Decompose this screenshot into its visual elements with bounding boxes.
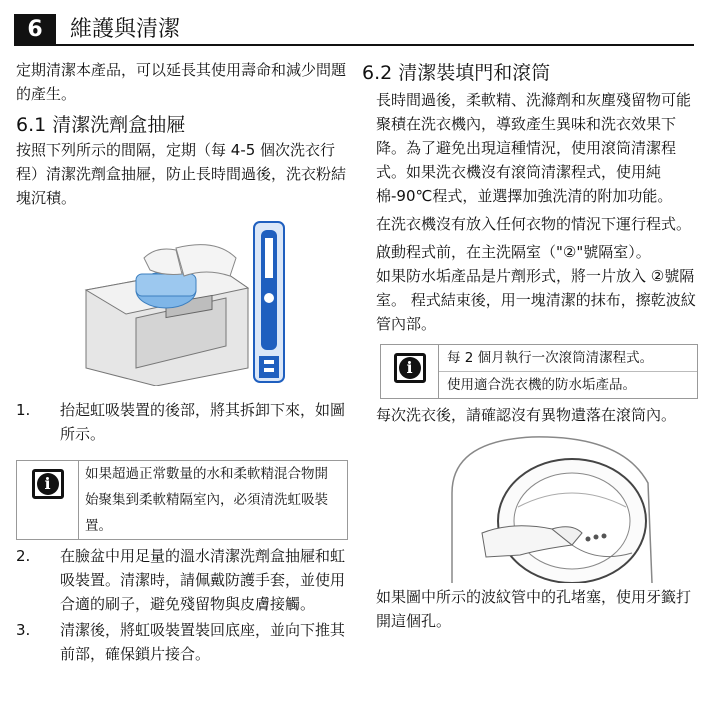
step-2 bbox=[16, 544, 348, 616]
step-number: 2. bbox=[16, 547, 31, 565]
detergent-drawer-illustration bbox=[16, 218, 348, 386]
note-icon-cell bbox=[17, 461, 79, 539]
heading-6-1: 6.1 清潔洗劑盒抽屜 bbox=[16, 114, 186, 136]
step-text: 清潔後，將虹吸裝置裝回底座，並向下推其前部，確保鎖片接合。 bbox=[60, 621, 346, 663]
step-text: 抬起虹吸裝置的後部，將其拆卸下來，如圖所示。 bbox=[60, 401, 346, 443]
drawer-drawing bbox=[16, 218, 348, 386]
note-row-2: 使用適合洗衣機的防水垢產品。 bbox=[447, 377, 636, 393]
drawer-paragraph: 按照下列所示的間隔，定期（每 4-5 個次洗衣行程）清潔洗劑盒抽屜，防止長時間過後，洗衣粉結塊沉積。 bbox=[16, 141, 347, 207]
section-title: 維護與清潔 bbox=[70, 17, 181, 42]
step-1 bbox=[16, 398, 348, 446]
right-column bbox=[362, 58, 702, 633]
note-icon-cell bbox=[381, 345, 439, 398]
info-icon: i bbox=[394, 353, 426, 383]
drum-paragraph-6: 如果圖中所示的波紋管中的孔堵塞，使用牙籤打開這個孔。 bbox=[376, 588, 692, 630]
note-text: 如果超過正常數量的水和柔軟精混合物開始聚集到柔軟精隔室內，必須清洗虹吸裝置。 bbox=[85, 466, 328, 534]
drum-paragraph-2: 在洗衣機沒有放入任何衣物的情況下運行程式。 bbox=[376, 215, 692, 233]
left-column bbox=[16, 58, 348, 666]
siphon-part bbox=[254, 222, 284, 382]
drum-paragraph-3: 啟動程式前，在主洗隔室（"②"號隔室）。 bbox=[376, 243, 651, 261]
heading-6-2: 6.2 清潔裝填門和滾筒 bbox=[362, 62, 551, 84]
step-text: 在臉盆中用足量的溫水清潔洗劑盒抽屜和虹吸裝置。清潔時，請佩戴防護手套，並使用合適的刷子，避免殘留物與皮膚接觸。 bbox=[60, 547, 346, 613]
drum-paragraph-5: 每次洗衣後，請確認沒有異物遺落在滾筒內。 bbox=[376, 406, 677, 424]
section-header bbox=[14, 14, 694, 46]
drum-paragraph-1: 長時間過後，柔軟精、洗滌劑和灰塵殘留物可能聚積在洗衣機內，導致產生異味和洗衣效果下降。為了避免出現這種情況，使用滾筒清潔程式。如果洗衣機沒有滾筒清潔程式，使用純棉-90℃程式，並選擇加強洗清的附加功能。 bbox=[376, 91, 692, 205]
step-number: 3. bbox=[16, 621, 31, 639]
info-icon: i bbox=[32, 469, 64, 499]
note-row-1: 每 2 個月執行一次滾筒清潔程式。 bbox=[439, 345, 697, 372]
drum-paragraph-4: 如果防水垢產品是片劑形式，將一片放入 ②號隔室。 程式結束後，用一塊清潔的抹布，擦乾波紋管內部。 bbox=[376, 267, 696, 333]
step-3 bbox=[16, 618, 348, 666]
drum-bellows-illustration bbox=[362, 433, 702, 583]
step-number: 1. bbox=[16, 401, 31, 419]
section-number: 6 bbox=[14, 14, 56, 46]
intro-paragraph: 定期清潔本產品，可以延長其使用壽命和減少問題的產生。 bbox=[16, 61, 347, 103]
note-box-left bbox=[16, 460, 348, 540]
drum-drawing bbox=[422, 433, 682, 583]
note-box-right bbox=[380, 344, 698, 399]
